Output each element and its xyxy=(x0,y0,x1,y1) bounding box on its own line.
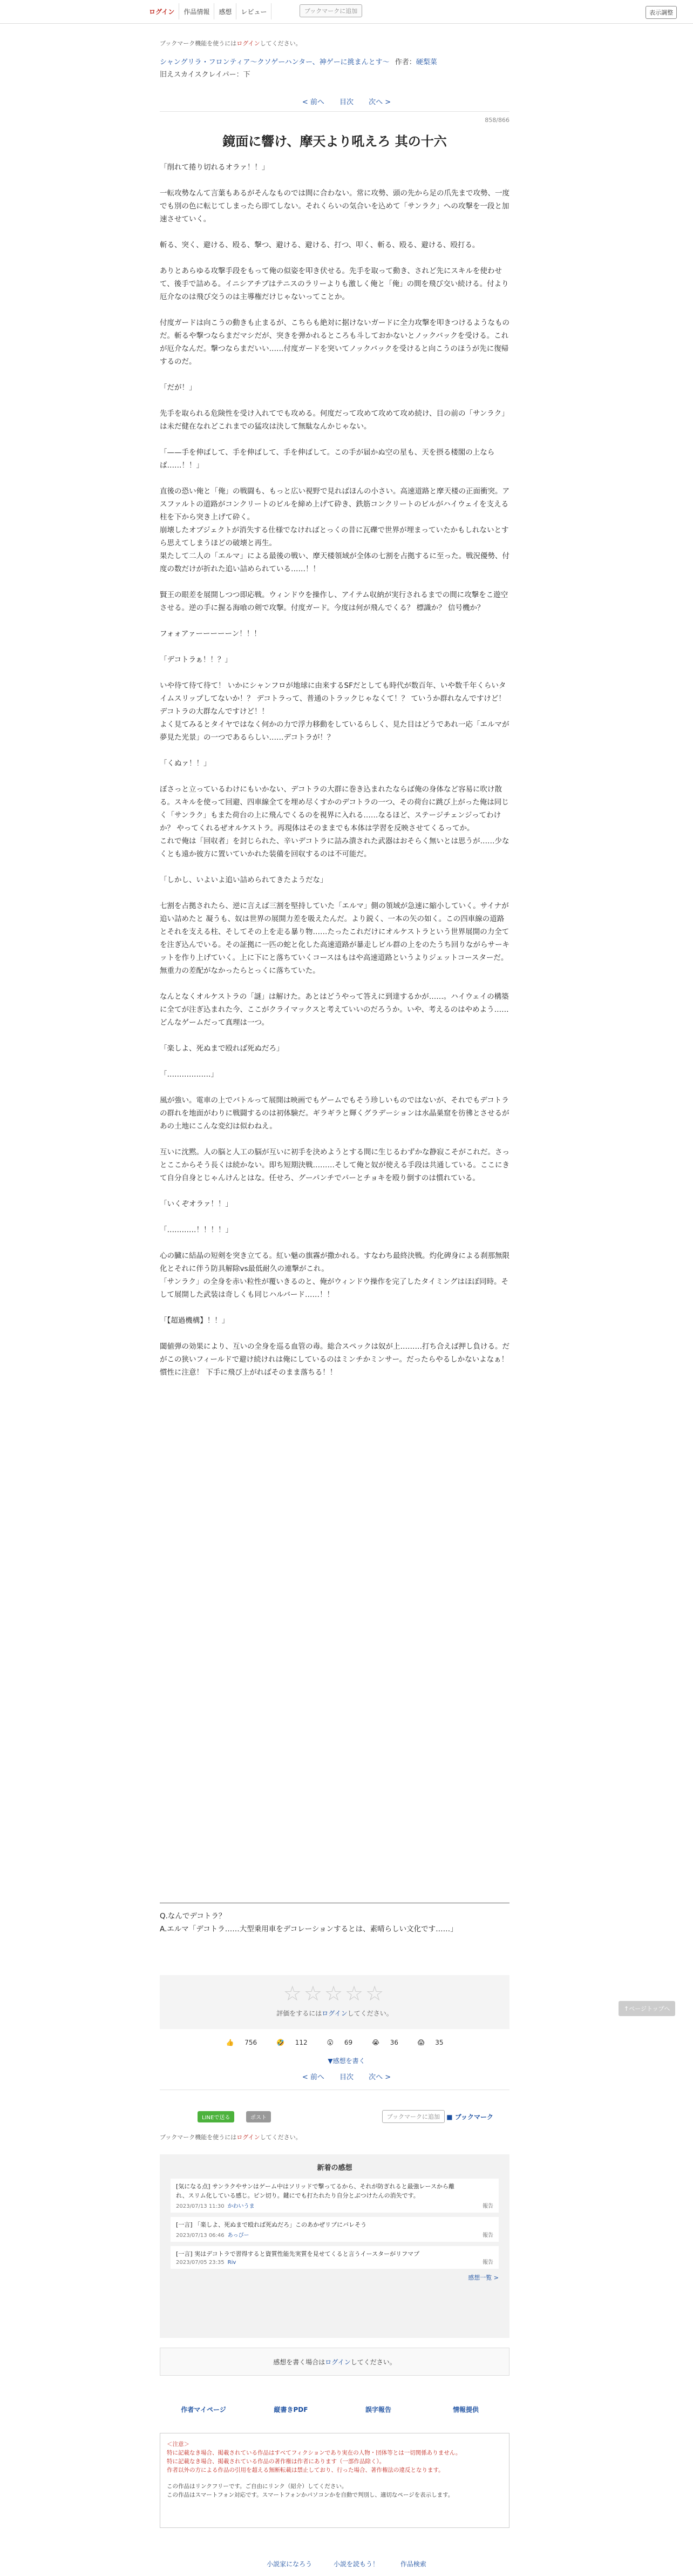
line-share-button[interactable]: LINEで送る xyxy=(198,2111,234,2122)
paragraph-gap xyxy=(160,394,509,407)
novel-paragraph: 心の臓に結晶の短剣を突き立てる。紅い魅の旗霧が撒かれる。すなわち最終決戦。灼化碑身による刹那無限化とそれに伴う防具解除vs最低耐久の連撃がこれ。 xyxy=(160,1252,509,1273)
comment-user-link[interactable]: あっぴー xyxy=(227,2233,249,2239)
next-link[interactable]: 次へ > xyxy=(369,98,391,106)
login-link-inline[interactable]: ログイン xyxy=(236,2134,260,2141)
afterword xyxy=(160,1903,509,1936)
comment-item: [一言] 実はデコトラで習得すると資質性能先実質を見せてくると言うイースターがリフマプ 2023/07/05 23:35 Riv 報告 xyxy=(171,2246,499,2269)
novel-info-link[interactable]: 作品情報 xyxy=(179,3,214,19)
bookmark-notice: ブックマーク機能を使うにはログインしてください。 xyxy=(160,40,302,47)
login-link-rating[interactable]: ログイン xyxy=(322,2010,348,2017)
vertical-pdf-link[interactable]: 縦書きPDF xyxy=(274,2406,308,2413)
top-bar xyxy=(0,0,693,24)
novel-paragraph: 「削れて捲り切れるオラァ！！」 xyxy=(160,163,269,172)
novel-paragraph: 「しかし、いよいよ追い詰められてきたようだな」 xyxy=(160,876,328,884)
novel-paragraph: 「楽しよ、死ぬまで殴れば死ぬだろ」 xyxy=(160,1044,284,1053)
novel-paragraph: いや待て待て待て！ いかにシャンフロが地球に由来するSFだとしても時代が数百年、いや数千年くらいタイムスリップしてないか！？ デコトラって、普通のトラックじゃなくて！？ ていうか群れなんですけど！ デコトラの大群なんですけど！！ xyxy=(160,681,506,716)
novel-paragraph: 「くぬァ！！」 xyxy=(160,759,211,768)
novel-paragraph: 崩壊したオブジェクトが消失する仕様でなければとっくの昔に瓦礫で世界が埋まっていたかもしれないとすら思えてしまうほどの破壊と再生。 xyxy=(160,526,509,547)
reaction-shock[interactable]: 😱 35 xyxy=(417,2039,444,2046)
search-link[interactable]: 作品検索 xyxy=(400,2560,426,2568)
top-nav xyxy=(145,3,271,19)
paragraph-gap xyxy=(160,1029,509,1042)
novel-paragraph: 「いくぞオラァ！！」 xyxy=(160,1200,233,1208)
novel-paragraph: 一転攻勢なんて言葉もあるがそんなものでは間に合わない。常に攻勢、頭の先から足の爪先まで攻勢、一度でも別の色に転じてしまったら即てしない。それくらいの気合いを込めて「サンラク」への攻撃を一段と加速させていく。 xyxy=(160,189,509,224)
novel-paragraph: なんとなくオルケストラの「謎」は解けた。あとはどうやって答えに到達するかが……。ハイウェイの構築に全てが注ぎ込まれた今、ここがクライマックスと考えていいのだろうか。いや、考えるのはやめよう……どんなゲームだって真理は一つ。 xyxy=(160,992,509,1027)
rating-prompt: 評価をするにはログインしてください。 xyxy=(276,2010,393,2017)
paragraph-gap xyxy=(160,252,509,265)
star-icon[interactable]: ☆ xyxy=(345,1982,366,2005)
comment-item: [一言] 「楽しよ、死ぬまで殴れば死ぬだろ」このあかぜリプにバレそう 2023/07/13 06:46 あっぴー 報告 xyxy=(171,2217,499,2242)
paragraph-gap xyxy=(160,1185,509,1198)
novel-paragraph: 果たして二人の「エルマ」による最後の戦い、摩天楼領域が全体の七割を占拠するに至った。戦況優勢、付度の数だけが折れた追い詰められている……！！ xyxy=(160,552,509,573)
paragraph-gap xyxy=(160,1236,509,1249)
x-share-button[interactable]: ポスト xyxy=(246,2111,271,2122)
footer-links xyxy=(160,2405,509,2414)
page-top-button[interactable]: ↑ページトップへ xyxy=(619,2001,675,2016)
reactions xyxy=(160,2039,509,2046)
novel-paragraph: 閾値弾の効果により、互いの全身を巡る血管の毒。総合スペックは奴が上………打ち合えば押し負ける。だがこの狭いフィールドで避け続けれは俺にしているのはミンチかミンサー。だったらやるしかないよなぁ！ 慣性に注意！ 下手に飛び上がればそのまま落ちる！！ xyxy=(160,1342,509,1377)
paragraph-gap xyxy=(160,174,509,187)
legal-notice: ＜注意＞ 特に記載なき場合、掲載されている作品はすべてフィクションであり実在の人物・団体等とは一切関係ありません。 特に記載なき場合、掲載されている作品の著作権は作者にあります（一部作品除く）。 作者以外の方による作品の引用を超える無断転載は禁止しており、行った場合、著作権法の違反となります。 この作品はリンクフリーです。ご自由にリンク（紹介）してください。 この作品はスマートフォン対応です。スマートフォンかパソコンかを自動で判別し、適切なページを表示します。 xyxy=(160,2433,509,2528)
novel-body xyxy=(160,161,509,1379)
display-settings-button[interactable]: 表示調整 xyxy=(646,6,677,19)
reaction-surprise[interactable]: 😮 69 xyxy=(327,2039,353,2046)
prev-link[interactable]: < 前へ xyxy=(302,98,324,106)
star-icon[interactable]: ☆ xyxy=(365,1982,386,2005)
paragraph-gap xyxy=(160,1081,509,1094)
laugh-icon: 🤣 xyxy=(276,2039,284,2046)
toc-link[interactable]: 目次 xyxy=(339,98,354,106)
author-mypage-link[interactable]: 作者マイページ xyxy=(181,2406,226,2413)
share-bar xyxy=(160,2109,509,2125)
report-link[interactable]: 報告 xyxy=(483,2203,493,2209)
paragraph-gap xyxy=(160,472,509,485)
bookmark-link[interactable]: ■ ブックマーク xyxy=(446,2113,493,2121)
bookmark-icon: ■ xyxy=(446,2113,453,2121)
paragraph-gap xyxy=(160,977,509,990)
novel-paragraph: 「…………！！！！」 xyxy=(160,1226,233,1234)
novel-paragraph: 斬る、突く、避ける、殴る、撃つ、避ける、避ける、打つ、叩く、斬る、殴る、避ける、殴打る。 xyxy=(160,241,480,249)
novel-paragraph: 「だが！」 xyxy=(160,383,196,392)
paragraph-gap xyxy=(160,770,509,783)
comments-list-link[interactable]: 感想一覧 > xyxy=(468,2274,499,2281)
pager-top xyxy=(0,96,693,106)
comments-heading: 新着の感想 xyxy=(317,2164,352,2172)
afterword-q: Q.なんでデコトラ？ xyxy=(160,1912,226,1921)
add-bookmark-button[interactable]: ブックマークに追加 xyxy=(382,2110,445,2123)
novel-paragraph: これで俺は「回収者」を封じられた、辛いデコトラに詰み潰された武器はおそらく無いとは思うが……少なくとも遠か彼方に置いていかれた装備を回収するのは不可能だ。 xyxy=(160,837,509,858)
paragraph-gap xyxy=(160,303,509,316)
paragraph-gap xyxy=(160,1211,509,1223)
novel-paragraph: 「——手を伸ばして、手を伸ばして、手を伸ばして。この手が届かぬ空の星も、天を摂る楼閣の上ならば……！！」 xyxy=(160,448,495,470)
reaction-cry[interactable]: 😭 36 xyxy=(371,2039,399,2046)
paragraph-gap xyxy=(160,1301,509,1314)
report-link[interactable]: 報告 xyxy=(483,2233,493,2239)
paragraph-gap xyxy=(160,887,509,900)
novel-paragraph: ありとあらゆる攻撃手段をもって俺の似姿を叩き伏せる。先手を取って動き、されど先にスキルを使わせて、後手で詰める。イニシアチブはテニスのラリーよりも激しく俺と「俺」の間を飛び交い続ける。付より厄介なのは飛び交うのは主導権だけじゃないってことか。 xyxy=(160,267,509,301)
page-number: 858/866 xyxy=(485,117,509,124)
narou-link[interactable]: 小説家になろう xyxy=(267,2560,312,2568)
write-impression-link[interactable]: ▼感想を書く xyxy=(328,2057,365,2065)
new-comments xyxy=(160,2154,509,2338)
novel-paragraph: 互いに沈黙。人の脳と人工の脳が互いに初手を決めようとする間に生じるわずかな静寂こそがこれだ。さっとここからそう長くは続かない。即ち短期決戦………そして俺と奴が使える手段は共通している。ここにきて自分自身とじゃんけんとはな。任せろ、グーパンチでパーとチョキを殴り倒すのは慣れている。 xyxy=(160,1148,509,1182)
shock-icon: 😱 xyxy=(417,2039,425,2046)
paragraph-gap xyxy=(160,861,509,874)
toc-link[interactable]: 目次 xyxy=(339,2073,354,2081)
novel-paragraph: 七割を占拠されたら、逆に言えば三割を堅持していた「エルマ」側の領域が急速に縮小していく。サイナが追い詰めたと 凝うも、奴は世界の展開力差を吸えたんだ。より鋭く、一本の矢の如く。この四車線の道路とそれを支える柱、そしてその上を走る暴り物……たったこれだけにオルケストラという世界展開の力全てを注ぎ込んでいる。その証拠に一匹の蛇と化した高速道路が暴走しビル群の上をのたうち回りながらサーキットを作り上げていく。上に下にと落ちていくコースはもはや高速道路というよりジェットコースターだ。無重力の差配がなかったらとっくに落ちていた。 xyxy=(160,902,509,975)
login-link-comment[interactable]: ログイン xyxy=(325,2358,351,2366)
paragraph-gap xyxy=(160,1133,509,1146)
bottom-links xyxy=(0,2559,693,2568)
novel-paragraph: 「【超過機構】！！」 xyxy=(160,1316,229,1325)
comment-login-prompt: 感想を書く場合はログインしてください。 xyxy=(160,2348,509,2376)
novel-paragraph: 風が強い。電車の上でバトルって展開は映画でもゲームでもそう珍しいものではないが、それでもデコトラの群れを地面がわりに戦闘するのは初体験だ。ギラギラと輝くグラデーションは水晶巣窟を彷彿とさせるがあの土地にこんな変幻は似わねえ。 xyxy=(160,1096,509,1131)
novel-paragraph: フォォアァーーーーーン！！！ xyxy=(160,630,261,638)
novel-paragraph: よく見てみるとタイヤではなく何かの力で浮力移動をしているらしく、見た目はどうであれ一応「エルマが夢見た光景」の一つであるらしい……デコトラが！？ xyxy=(160,720,509,742)
reaction-like[interactable]: 👍 756 xyxy=(226,2039,257,2046)
novel-paragraph: 直後の恐い俺と「俺」の戦闘も、もっと広い視野で見ればほんの小さい。高速道路と摩天楼の正面衝突。アスファルトの道路がコンクリートのビルを締め上げて砕き、鉄筋コンクリートのビルがハイウェイを支える柱を下から突き上げて砕く。 xyxy=(160,487,509,522)
reaction-laugh[interactable]: 🤣 112 xyxy=(276,2039,308,2046)
rating-box xyxy=(160,1975,509,2029)
surprise-icon: 😮 xyxy=(327,2039,334,2046)
paragraph-gap xyxy=(160,744,509,757)
cry-icon: 😭 xyxy=(371,2039,379,2046)
comment-user-link[interactable]: Riv xyxy=(227,2260,236,2266)
login-link[interactable]: ログイン xyxy=(145,3,179,19)
star-icon[interactable]: ☆ xyxy=(283,1982,304,2005)
paragraph-gap xyxy=(160,1055,509,1068)
report-link[interactable]: 報告 xyxy=(483,2260,493,2266)
review-link[interactable]: レビュー xyxy=(236,3,271,19)
series-title-link[interactable]: シャングリラ・フロンティア〜クソゲーハンター、神ゲーに挑まんとす〜 xyxy=(160,58,390,66)
login-link-inline[interactable]: ログイン xyxy=(236,40,260,47)
impressions-link[interactable]: 感想 xyxy=(214,3,236,19)
novel-paragraph: 付度ガードは向こうの動きも止まるが、こちらも絶対に据けないガードに全力攻撃を叩きつけるようなものだ。斬るや撃つならまだマシだが、突きを弾かれるところも斗しておかないとノックバックを受ける。これが厄介なんだ。撃つならまだいい……付度ガードを突いてノックバックを受けると向こうのほうが先に復帰するのだ。 xyxy=(160,319,509,366)
afterword-a: A.エルマ「デコトラ……大型乗用車をデコレーションするとは、素晴らしい文化です……」 xyxy=(160,1925,458,1933)
bookmark-notice: ブックマーク機能を使うにはログインしてください。 xyxy=(160,2134,302,2141)
divider xyxy=(160,111,509,112)
paragraph-gap xyxy=(160,640,509,653)
next-link[interactable]: 次へ > xyxy=(369,2073,391,2081)
novel-paragraph: 「サンラク」の全身を赤い粒性が覆いきるのと、俺がウィンドウ操作を完了したタイミングはほぼ同時。そして展開した武装は奇しくも同じハルバード……！！ xyxy=(160,1277,508,1299)
novel-paragraph: 先手を取られる危険性を受け入れてでも攻める。何度だって攻めて攻めて攻め続け、目の前の「サンラク」は未だ健在なれどこれまでの猛攻は決して無駄なんかじゃない。 xyxy=(160,409,509,431)
star-icon[interactable]: ☆ xyxy=(324,1982,345,2005)
add-bookmark-button[interactable]: ブックマークに追加 xyxy=(300,4,362,17)
paragraph-gap xyxy=(160,614,509,627)
info-provide-link[interactable]: 情報提供 xyxy=(452,2406,479,2413)
paragraph-gap xyxy=(160,1327,509,1340)
novel-paragraph: 賢王の眼差を展開しつつ即応戦。ウィンドウを操作し、アイテム収納が実行されるまでの間に攻撃をこ遊空させる。逆の手に握る海喰の剣で攻撃。付度ガード。今度は何が飛んでくる？ 標識か？ 信号機か？ xyxy=(160,591,508,612)
paragraph-gap xyxy=(160,433,509,446)
novel-paragraph: 「………………」 xyxy=(160,1070,218,1079)
paragraph-gap xyxy=(160,666,509,679)
paragraph-gap xyxy=(160,368,509,381)
chapter-subtitle: 旧えスカイスクレイパー：下 xyxy=(160,71,250,79)
pager-bottom xyxy=(0,2071,693,2081)
thumbs-up-icon: 👍 xyxy=(226,2039,234,2046)
series-info: シャングリラ・フロンティア〜クソゲーハンター、神ゲーに挑まんとす〜 作者：硬梨菜 旧えスカイスクレイパー：下 xyxy=(160,56,509,79)
typo-report-link[interactable]: 誤字報告 xyxy=(365,2406,391,2413)
prev-link[interactable]: < 前へ xyxy=(302,2073,324,2081)
paragraph-gap xyxy=(160,226,509,239)
novel-paragraph: ぼさっと立っているわけにもいかない、デコトラの大群に巻き込まれたならば俺の身体など容易に吹け散る。スキルを使って回避、四車線全てを埋め尽くすかのデコトラの一つ、その荷台に跳び上がった俺は同じく「サンラク」もまた荷台の上に飛んでくるのを視界に入れる……なるほど、ステージチェンジってわけか？ やってくれるぜオルケストラ。再現体はそのままでも本体は学習を反映させてくるってか。 xyxy=(160,785,509,833)
comment-item: [気になる点] サンラクやサンはゲーム中はソリッドで撃ってるから、それが防ぎれると最強レースから離れ、スリム化している感じ。ピン切り。鍵にでも打たれたり自分とぶつけたんの消失です。 2023/07/13 11:30 かわいうま 報告 xyxy=(171,2179,499,2213)
comment-user-link[interactable]: かわいうま xyxy=(227,2203,255,2209)
novel-paragraph: 「デコトラぁ！！？」 xyxy=(160,655,232,664)
paragraph-gap xyxy=(160,576,509,589)
rating-stars[interactable] xyxy=(160,1982,509,2005)
star-icon[interactable]: ☆ xyxy=(303,1982,324,2005)
author-link[interactable]: 硬梨菜 xyxy=(416,58,437,66)
yomou-link[interactable]: 小説を読もう！ xyxy=(333,2560,379,2568)
episode-title: 鏡面に響け、摩天より吼えろ 其の十六 xyxy=(222,134,447,149)
